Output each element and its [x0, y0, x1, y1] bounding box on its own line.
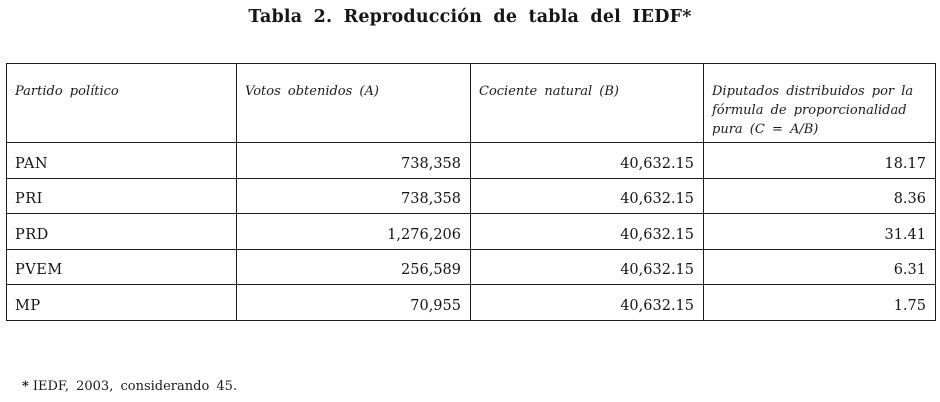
column-header-partido: Partido político: [7, 64, 237, 143]
iedf-table: [6, 63, 936, 321]
footnote-text: IEDF, 2003, considerando 45.: [32, 379, 238, 394]
column-header-votos: Votos obtenidos (A): [237, 64, 471, 143]
deputies-cell: 1.75: [704, 285, 936, 321]
party-cell: PRI: [7, 178, 237, 214]
footnote-marker: *: [22, 379, 29, 394]
deputies-cell: 31.41: [704, 214, 936, 250]
deputies-cell: 8.36: [704, 178, 936, 214]
table-row: [7, 143, 936, 179]
votes-cell: 738,358: [237, 143, 471, 179]
footnote: [22, 379, 237, 394]
table-row: [7, 178, 936, 214]
column-header-diputados: Diputados distribuidos por la fórmula de proporcionalidad pura (C = A/B): [704, 64, 936, 143]
quotient-cell: 40,632.15: [471, 214, 704, 250]
table-row: [7, 214, 936, 250]
party-cell: PRD: [7, 214, 237, 250]
table-row: [7, 249, 936, 285]
column-header-cociente: Cociente natural (B): [471, 64, 704, 143]
party-cell: PAN: [7, 143, 237, 179]
deputies-cell: 18.17: [704, 143, 936, 179]
votes-cell: 256,589: [237, 249, 471, 285]
quotient-cell: 40,632.15: [471, 285, 704, 321]
quotient-cell: 40,632.15: [471, 249, 704, 285]
quotient-cell: 40,632.15: [471, 178, 704, 214]
votes-cell: 738,358: [237, 178, 471, 214]
votes-cell: 70,955: [237, 285, 471, 321]
table-caption: Tabla 2. Reproducción de tabla del IEDF*: [248, 7, 692, 27]
deputies-cell: 6.31: [704, 249, 936, 285]
party-cell: MP: [7, 285, 237, 321]
header-row: [7, 64, 936, 143]
quotient-cell: 40,632.15: [471, 143, 704, 179]
party-cell: PVEM: [7, 249, 237, 285]
votes-cell: 1,276,206: [237, 214, 471, 250]
table-row: [7, 285, 936, 321]
